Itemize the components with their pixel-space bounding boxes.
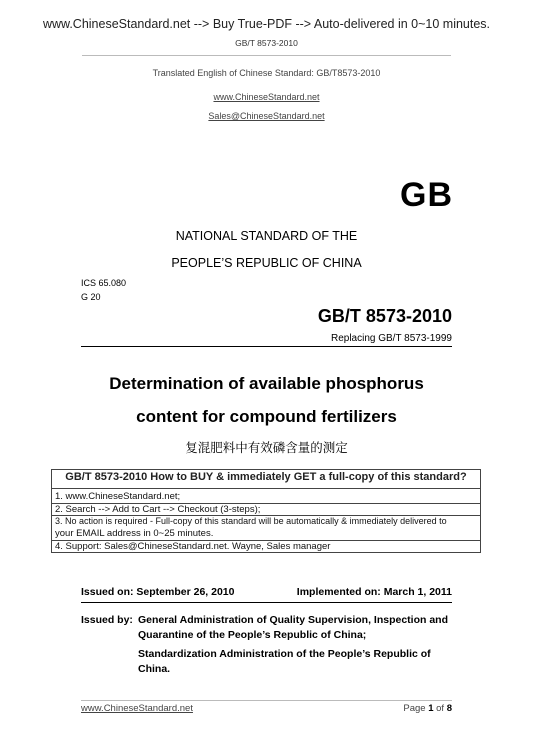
buy-step-2: 2. Search --> Add to Cart --> Checkout (3-steps); bbox=[55, 504, 261, 515]
buy-step-3-continued: your EMAIL address in 0~25 minutes. bbox=[55, 528, 214, 539]
top-banner: www.ChineseStandard.net --> Buy True-PDF --> Auto-delivered in 0~10 minutes. bbox=[42, 17, 491, 31]
page-of: of bbox=[433, 703, 447, 714]
implemented-on-date: Implemented on: March 1, 2011 bbox=[296, 586, 452, 598]
title-line1: Determination of available phosphorus bbox=[109, 374, 424, 393]
site-link-row bbox=[0, 87, 533, 105]
page-number: 1 bbox=[428, 703, 434, 714]
buy-step-3: 3. No action is required - Full-copy of this standard will be automatically & immediately delivered to bbox=[55, 516, 447, 526]
national-standard-line1: NATIONAL STANDARD OF THE bbox=[175, 229, 358, 243]
issued-by-label: Issued by: bbox=[81, 614, 133, 626]
footer-site-link[interactable]: www.ChineseStandard.net bbox=[81, 703, 193, 714]
issuer-1-line2: Quarantine of the People’s Republic of China; bbox=[138, 629, 367, 641]
title-line2: content for compound fertilizers bbox=[136, 407, 397, 426]
title-chinese: 复混肥料中有效磷含量的测定 bbox=[185, 441, 348, 455]
national-standard-line2: PEOPLE’S REPUBLIC OF CHINA bbox=[171, 256, 362, 270]
buy-box-heading: GB/T 8573-2010 How to BUY & immediately GET a full-copy of this standard? bbox=[65, 471, 467, 483]
footer-divider bbox=[81, 700, 452, 701]
header-standard-code: GB/T 8573-2010 bbox=[235, 38, 298, 48]
issuer-1-line1: General Administration of Quality Supervision, Inspection and bbox=[138, 614, 448, 626]
site-link[interactable]: www.ChineseStandard.net bbox=[213, 92, 320, 102]
page-total: 8 bbox=[446, 703, 452, 714]
gb-mark: GB bbox=[400, 176, 453, 214]
page-indicator bbox=[403, 703, 452, 714]
email-link[interactable]: Sales@ChineseStandard.net bbox=[208, 111, 325, 121]
buy-step-1: 1. www.ChineseStandard.net; bbox=[55, 491, 181, 502]
issuer-2-line1: Standardization Administration of the People’s Republic of bbox=[138, 648, 431, 660]
issued-on-date: Issued on: September 26, 2010 bbox=[81, 586, 235, 598]
dates-divider bbox=[81, 602, 452, 603]
buy-box-divider bbox=[51, 488, 481, 489]
issuer-2-line2: China. bbox=[138, 663, 171, 675]
ics-code: ICS 65.080 bbox=[81, 278, 127, 288]
translated-notice: Translated English of Chinese Standard: GB/T8573-2010 bbox=[152, 68, 381, 78]
buy-step-4: 4. Support: Sales@ChineseStandard.net. Wayne, Sales manager bbox=[55, 541, 331, 552]
replacing-note: Replacing GB/T 8573-1999 bbox=[330, 333, 452, 344]
email-link-row bbox=[0, 106, 533, 124]
page-prefix: Page bbox=[403, 703, 429, 714]
ccs-code: G 20 bbox=[81, 292, 101, 302]
standard-code: GB/T 8573-2010 bbox=[317, 306, 452, 326]
code-divider bbox=[81, 346, 452, 347]
header-divider bbox=[82, 55, 451, 56]
